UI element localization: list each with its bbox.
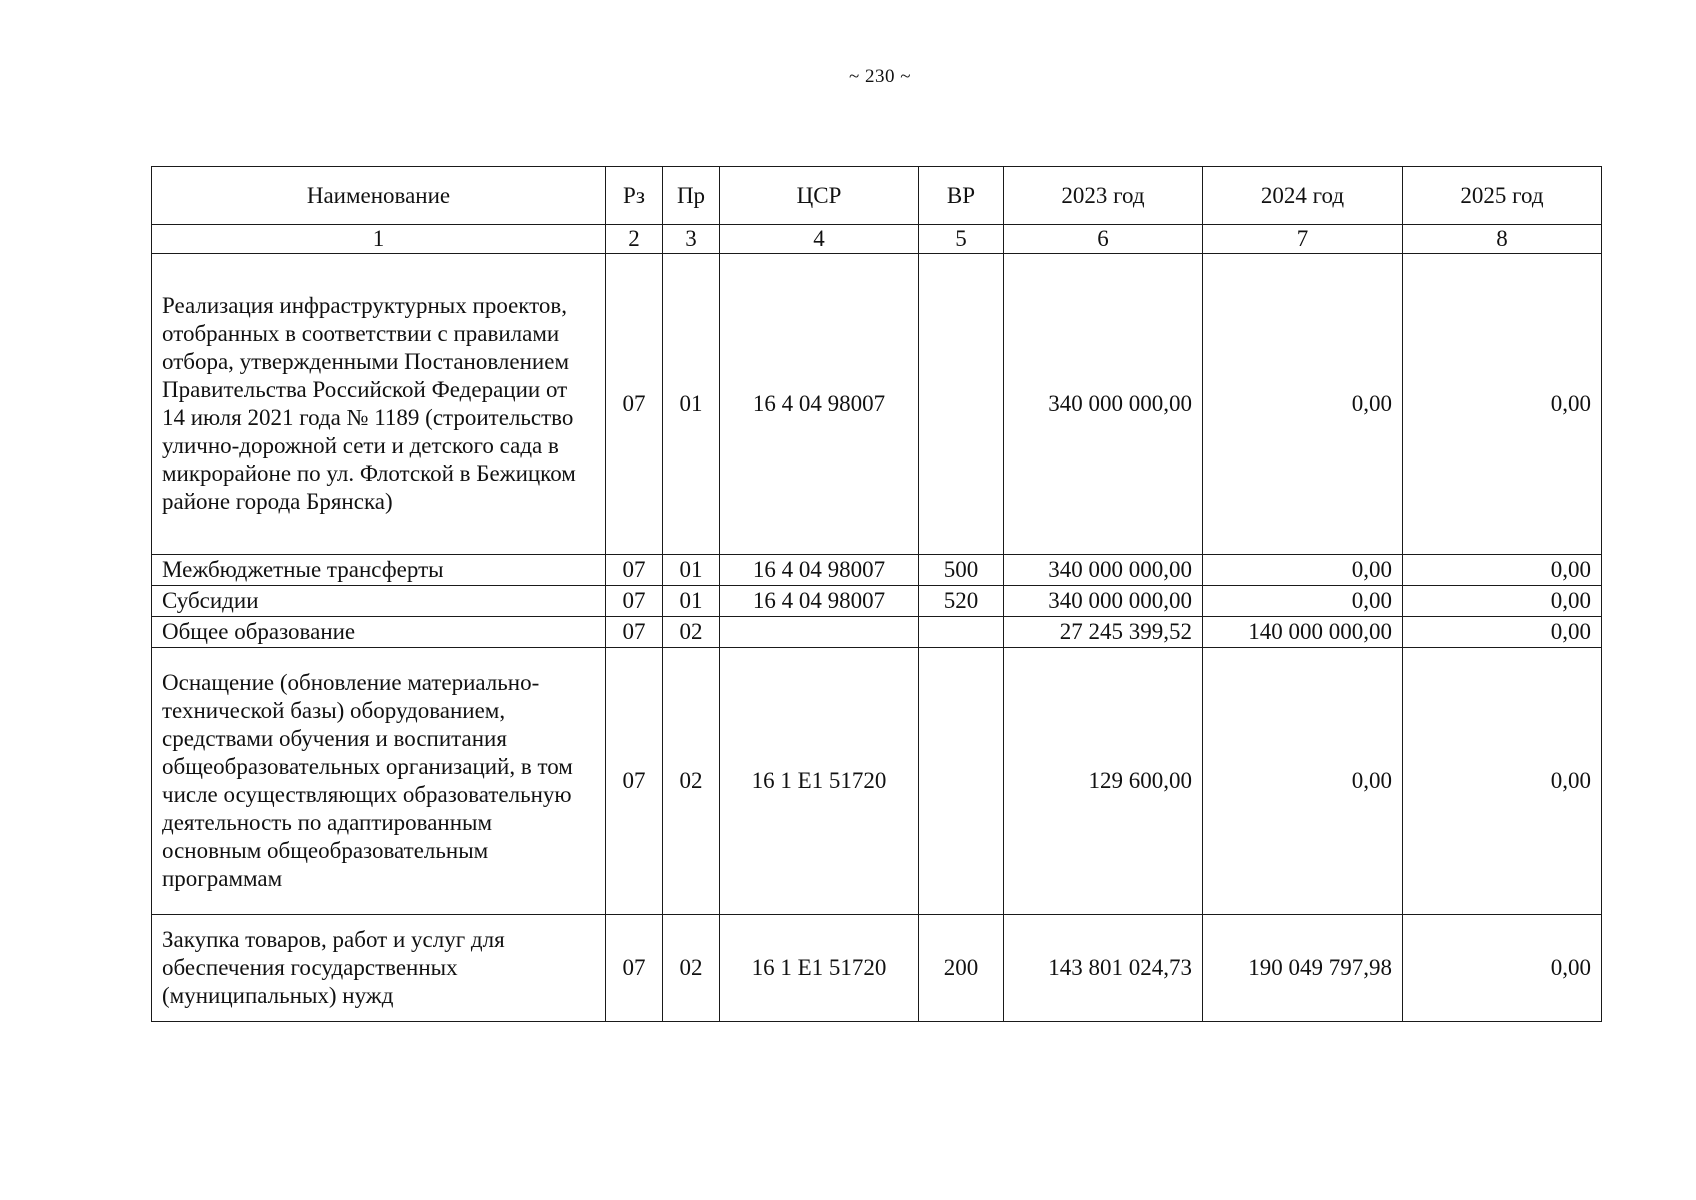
row-vr: 200	[919, 915, 1004, 1022]
row-name: Закупка товаров, работ и услуг для обеспечения государственных (муниципальных) нужд	[152, 915, 606, 1022]
row-2025: 0,00	[1403, 555, 1602, 586]
row-csr: 16 4 04 98007	[720, 586, 919, 617]
row-csr: 16 1 E1 51720	[720, 648, 919, 915]
header-2023: 2023 год	[1004, 167, 1203, 225]
row-pr: 01	[663, 254, 720, 555]
row-rz: 07	[606, 617, 663, 648]
table-row	[152, 254, 1602, 555]
table-row	[152, 555, 1602, 586]
row-pr: 02	[663, 915, 720, 1022]
row-csr: 16 1 E1 51720	[720, 915, 919, 1022]
row-pr: 02	[663, 648, 720, 915]
row-csr: 16 4 04 98007	[720, 555, 919, 586]
header-rz: Рз	[606, 167, 663, 225]
header-vr: ВР	[919, 167, 1004, 225]
row-csr: 16 4 04 98007	[720, 254, 919, 555]
row-name: Оснащение (обновление материально-технической базы) оборудованием, средствами обучения и воспитания общеобразовательных организаций, в том числе осуществляющих образовательную деятельность по адаптированным основным общеобразовательным программам	[152, 648, 606, 915]
header-2025: 2025 год	[1403, 167, 1602, 225]
row-vr: 520	[919, 586, 1004, 617]
header-csr: ЦСР	[720, 167, 919, 225]
row-vr	[919, 648, 1004, 915]
row-2024: 140 000 000,00	[1203, 617, 1403, 648]
row-2025: 0,00	[1403, 254, 1602, 555]
row-vr	[919, 254, 1004, 555]
row-pr: 01	[663, 586, 720, 617]
header-2024: 2024 год	[1203, 167, 1403, 225]
row-2023: 340 000 000,00	[1004, 555, 1203, 586]
row-pr: 02	[663, 617, 720, 648]
row-rz: 07	[606, 915, 663, 1022]
row-2023: 340 000 000,00	[1004, 254, 1203, 555]
row-pr: 01	[663, 555, 720, 586]
row-vr: 500	[919, 555, 1004, 586]
row-rz: 07	[606, 586, 663, 617]
row-2025: 0,00	[1403, 915, 1602, 1022]
table-row	[152, 586, 1602, 617]
column-number: 5	[919, 225, 1004, 254]
column-number: 4	[720, 225, 919, 254]
row-rz: 07	[606, 648, 663, 915]
row-csr	[720, 617, 919, 648]
row-name: Реализация инфраструктурных проектов, отобранных в соответствии с правилами отбора, утвержденными Постановлением Правительства Российской Федерации от 14 июля 2021 года № 1189 (строительство улично-дорожной сети и детского сада в микрорайоне по ул. Флотской в Бежицком районе города Брянска)	[152, 254, 606, 555]
row-name: Субсидии	[152, 586, 606, 617]
column-number: 2	[606, 225, 663, 254]
row-2024: 0,00	[1203, 648, 1403, 915]
column-number: 6	[1004, 225, 1203, 254]
row-2024: 0,00	[1203, 254, 1403, 555]
row-2023: 129 600,00	[1004, 648, 1203, 915]
row-rz: 07	[606, 254, 663, 555]
row-2025: 0,00	[1403, 617, 1602, 648]
column-number: 7	[1203, 225, 1403, 254]
row-2023: 143 801 024,73	[1004, 915, 1203, 1022]
page-number: ~ 230 ~	[848, 66, 912, 87]
table-row	[152, 617, 1602, 648]
row-vr	[919, 617, 1004, 648]
header-row	[152, 167, 1602, 225]
row-2024: 0,00	[1203, 586, 1403, 617]
row-2023: 27 245 399,52	[1004, 617, 1203, 648]
row-2025: 0,00	[1403, 648, 1602, 915]
row-2023: 340 000 000,00	[1004, 586, 1203, 617]
row-rz: 07	[606, 555, 663, 586]
row-name: Межбюджетные трансферты	[152, 555, 606, 586]
table-row	[152, 915, 1602, 1022]
header-name: Наименование	[152, 167, 606, 225]
column-number: 8	[1403, 225, 1602, 254]
row-2024: 190 049 797,98	[1203, 915, 1403, 1022]
table-row	[152, 648, 1602, 915]
header-pr: Пр	[663, 167, 720, 225]
column-number: 3	[663, 225, 720, 254]
column-number: 1	[152, 225, 606, 254]
budget-table	[151, 166, 1602, 1022]
row-name: Общее образование	[152, 617, 606, 648]
row-2025: 0,00	[1403, 586, 1602, 617]
column-number-row	[152, 225, 1602, 254]
row-2024: 0,00	[1203, 555, 1403, 586]
